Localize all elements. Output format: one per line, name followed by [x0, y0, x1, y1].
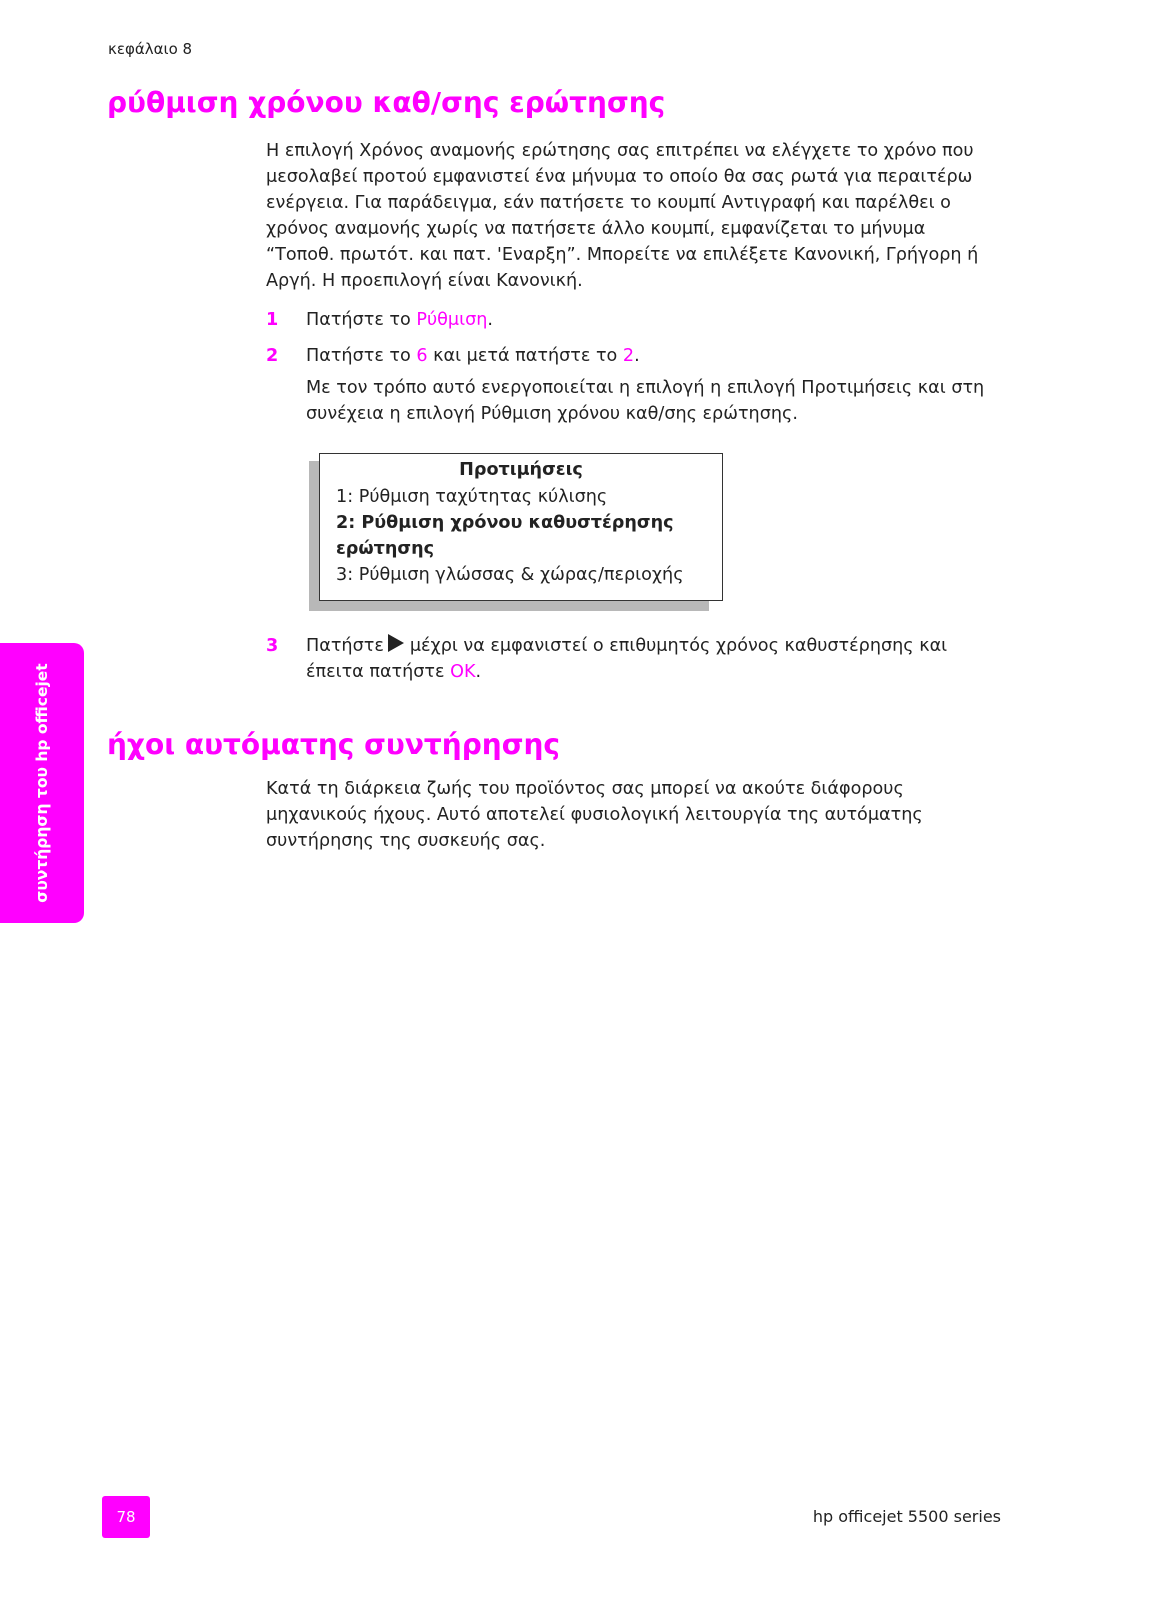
- display-menu-item-selected-cont: ερώτησης: [336, 539, 435, 559]
- step-text-part: .: [475, 662, 482, 682]
- para-line: Κατά τη διάρκεια ζωής του προϊόντος σας μπορεί να ακούτε διάφορους: [266, 779, 904, 799]
- step-text-part: .: [487, 310, 493, 330]
- footer-product-name: hp officejet 5500 series: [812, 1507, 1001, 1526]
- note-line: Με τον τρόπο αυτό ενεργοποιείται η επιλογή η επιλογή Προτιμήσεις και στη: [306, 378, 985, 398]
- key-label-6: 6: [416, 346, 428, 366]
- note-line: συνέχεια η επιλογή Ρύθμιση χρόνου καθ/σης ερώτησης.: [306, 404, 798, 424]
- step-text-part: μέχρι να εμφανιστεί ο επιθυμητός χρόνος καθυστέρησης και: [409, 636, 948, 656]
- right-arrow-icon: [388, 634, 404, 652]
- intro-line: ενέργεια. Για παράδειγμα, εάν πατήσετε το κουμπί Αντιγραφή και παρέλθει ο: [266, 193, 951, 213]
- step-2: [266, 343, 640, 369]
- intro-line: Η επιλογή Χρόνος αναμονής ερώτησης σας επιτρέπει να ελέγχετε το χρόνο που: [266, 141, 974, 161]
- intro-line: μεσολαβεί προτού εμφανιστεί ένα μήνυμα το οποίο θα σας ρωτά για περαιτέρω: [266, 167, 973, 187]
- key-label-2: 2: [622, 346, 635, 366]
- display-menu-item: 3: Ρύθμιση γλώσσας & χώρας/περιοχής: [336, 565, 684, 585]
- page-number: 78: [102, 1496, 150, 1538]
- step-text-part: Πατήστε: [306, 636, 384, 656]
- step-text: [306, 343, 640, 369]
- section-heading-maintenance-sounds: ήχοι αυτόματης συντήρησης: [107, 728, 561, 761]
- intro-paragraph: [266, 138, 1026, 294]
- intro-line: Αργή. Η προεπιλογή είναι Κανονική.: [266, 271, 583, 291]
- step-text-part: Πατήστε το: [306, 310, 417, 330]
- display-menu-item: 1: Ρύθμιση ταχύτητας κύλισης: [336, 487, 608, 507]
- step-text-part: Πατήστε το: [306, 346, 417, 366]
- step-text: [306, 633, 1026, 685]
- control-panel-display: [319, 453, 723, 601]
- intro-line: χρόνος αναμονής χωρίς να πατήσετε άλλο κουμπί, εμφανίζεται το μήνυμα: [266, 219, 926, 239]
- step-1: [266, 307, 493, 333]
- chapter-label: κεφάλαιο 8: [108, 40, 193, 58]
- step-2-note: [306, 375, 1026, 427]
- setup-key-label: Ρύθμιση: [416, 310, 488, 330]
- para-line: συντήρησης της συσκευής σας.: [266, 831, 546, 851]
- step-number: 3: [266, 636, 279, 656]
- intro-line: “Τοποθ. πρωτότ. και πατ. 'Εναρξη”. Μπορείτε να επιλέξετε Κανονική, Γρήγορη ή: [266, 245, 979, 265]
- maintenance-paragraph: [266, 776, 1026, 854]
- display-menu-item-selected: 2: Ρύθμιση χρόνου καθυστέρησης: [336, 513, 674, 533]
- step-number: 1: [266, 310, 279, 330]
- step-text-part: .: [634, 346, 640, 366]
- display-title: Προτιμήσεις: [459, 460, 583, 480]
- step-number: 2: [266, 346, 279, 366]
- ok-key-label: OK: [450, 662, 476, 682]
- step-text-part: και μετά πατήστε το: [427, 346, 623, 366]
- side-tab-label: συντήρηση του hp officejet: [33, 663, 51, 903]
- step-text: [306, 307, 493, 333]
- step-text-part: έπειτα πατήστε: [306, 662, 451, 682]
- para-line: μηχανικούς ήχους. Αυτό αποτελεί φυσιολογική λειτουργία της αυτόματης: [266, 805, 923, 825]
- section-heading-prompt-delay: ρύθμιση χρόνου καθ/σης ερώτησης: [107, 86, 666, 119]
